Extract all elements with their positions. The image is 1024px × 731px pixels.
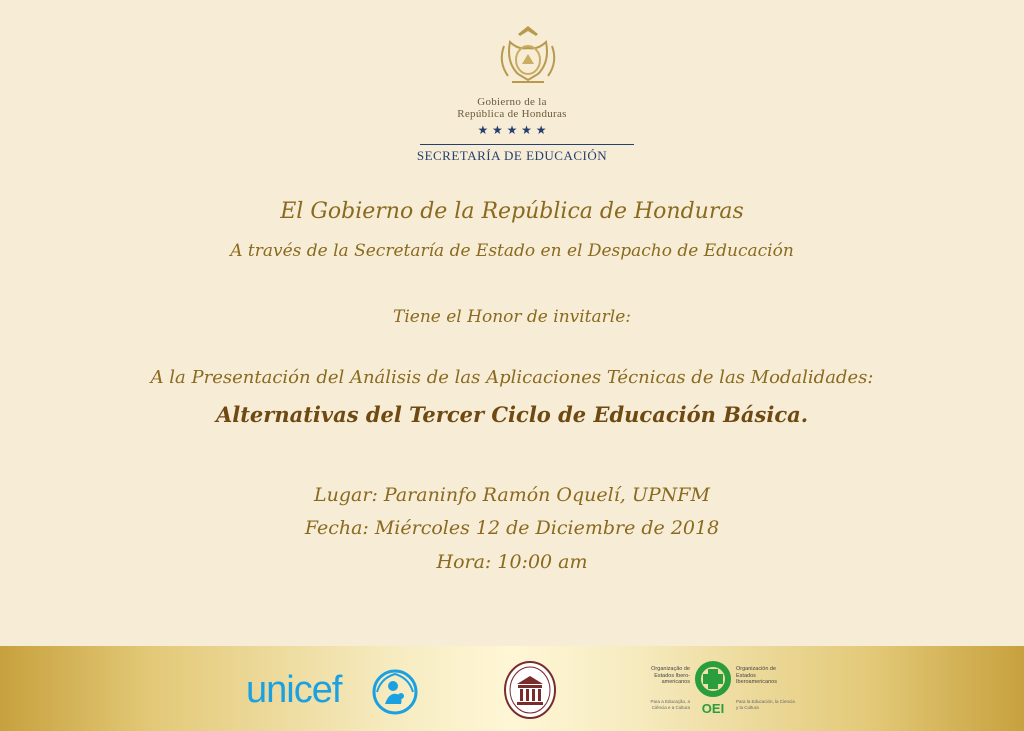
oei-tagline-spanish: Para la Educación, la Ciencia y la Cultura bbox=[736, 699, 795, 710]
invitation-honor: Tiene el Honor de invitarle: bbox=[392, 307, 632, 327]
stars-text: ★ ★ ★ ★ ★ bbox=[477, 123, 547, 137]
government-line-2: República de Honduras bbox=[457, 108, 567, 120]
secretaria-title: SECRETARÍA DE EDUCACIÓN bbox=[416, 148, 608, 163]
honduras-coat-of-arms-icon bbox=[492, 22, 564, 88]
invitation-presentation: A la Presentación del Análisis de las Aplicaciones Técnicas de las Modalidades: bbox=[150, 367, 874, 388]
invitation-title: Alternativas del Tercer Ciclo de Educación Básica. bbox=[215, 402, 809, 427]
oei-tagline-portuguese: Para a Educação, a Ciência e a Cultura bbox=[650, 699, 690, 710]
event-date: Fecha: Miércoles 12 de Diciembre de 2018 bbox=[304, 517, 720, 539]
invitation-subheading: A través de la Secretaría de Estado en el Despacho de Educación bbox=[230, 241, 794, 261]
stars-row bbox=[0, 123, 1024, 137]
event-time: Hora: 10:00 am bbox=[436, 551, 588, 573]
unicef-wordmark: unicef bbox=[246, 669, 342, 711]
oei-mark-text: OEI bbox=[701, 701, 725, 716]
invitation-heading: El Gobierno de la República de Honduras bbox=[280, 199, 744, 224]
oei-name-portuguese: Organização de Estados Ibero-americanos bbox=[651, 666, 690, 685]
oei-name-spanish: Organización de Estados Iberoamericanos bbox=[736, 666, 777, 685]
event-location: Lugar: Paraninfo Ramón Oquelí, UPNFM bbox=[314, 484, 710, 506]
header-divider bbox=[420, 144, 634, 145]
government-line-1: Gobierno de la bbox=[477, 96, 547, 108]
unicef-emblem-icon bbox=[371, 668, 419, 716]
upnfm-seal-icon bbox=[503, 660, 557, 720]
oei-logo-icon bbox=[693, 661, 733, 717]
